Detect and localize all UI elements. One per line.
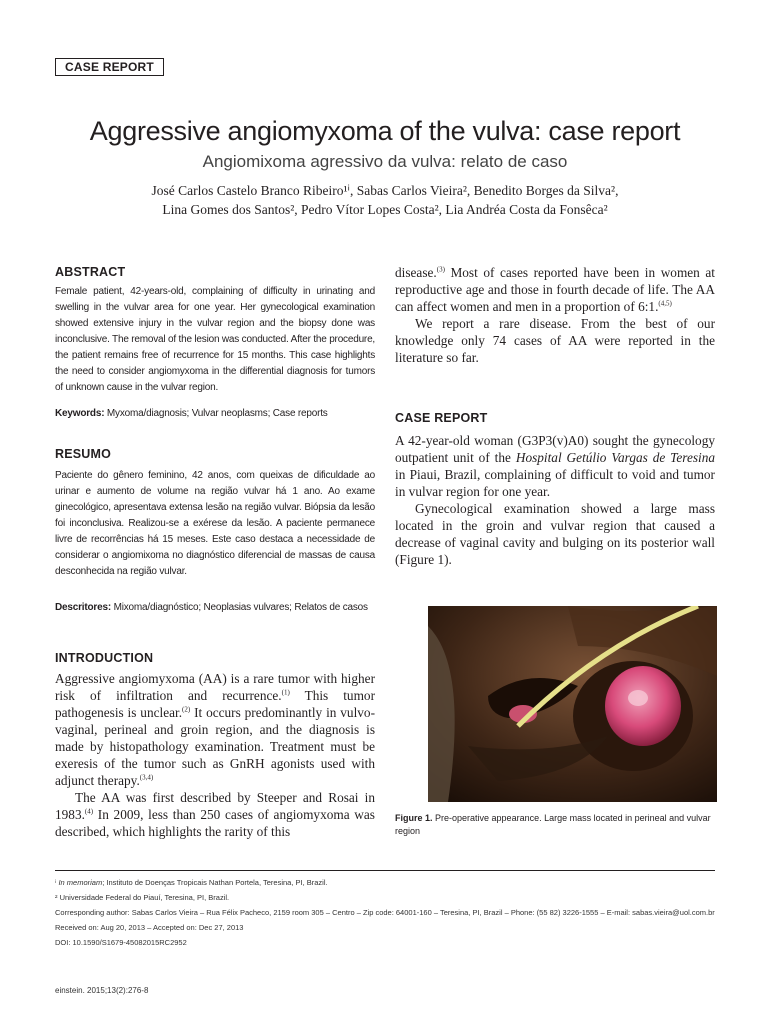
article-title: Aggressive angiomyxoma of the vulva: case report [89,116,681,146]
article-subtitle: Angiomixoma agressivo da vulva: relato de caso [202,152,568,171]
case-report-section [395,410,715,568]
keywords [55,406,375,422]
introduction-paragraph-3: disease.$^{(3)}$ Most of cases reported have been in women at reproductive age and those in fourth decade of life. The AA can affect women and men in a proportion of 6:1.$^{(4,5)}$ [395,265,715,314]
introduction-paragraph-4: We report a rare disease. From the best of our knowledge only 74 cases of AA were reported in the literature so far. [395,316,715,365]
footnote-divider [55,870,715,871]
introduction-heading: INTRODUCTION [55,651,154,665]
footnote-1: ⁱ In memoriam; Instituto de Doenças Tropicais Nathan Portela, Teresina, PI, Brazil. [55,878,328,887]
case-report-paragraph-1: A 42-year-old woman (G3P3(v)A0) sought the gynecology outpatient unit of the Hospital Getúlio Vargas de Teresina in Piaui, Brazil, complaining of difficult to void and tumor in vulvar region for one year. [395,433,716,499]
resumo-section [55,446,375,616]
figure-label: Figure 1. [395,813,433,823]
abstract-heading: ABSTRACT [55,265,126,279]
figure-1-caption [395,812,715,838]
resumo-text: Paciente do gênero feminino, 42 anos, com queixas de dificuldade ao urinar e aumento de volume na região vulvar há 1 ano. Ao exame ginecológico, apresentava extensa lesão na região vulvar. Biópsia da lesão foi inconclusiva. Realizou-se a exérese da lesão. A paciente permanece livre de recorrências há 15 meses. Este caso destaca a necessidade de considerar o angiomixoma no diagnóstico diferencial de massas de causa desconhecida na região vulvar. [55,470,375,577]
descritores [55,600,375,616]
resumo-heading: RESUMO [55,447,112,461]
author-list [0,181,770,219]
case-report-heading: CASE REPORT [395,411,488,425]
keywords-value: Myxoma/diagnosis; Vulvar neoplasms; Case reports [106,408,328,419]
corresponding-author: Corresponding author: Sabas Carlos Vieira – Rua Félix Pacheco, 2159 room 305 – Centro – Zip code: 64001-160 – Teresina, PI, Brazil – Phone: (55 82) 3226-1555 – E-mail: sabas.vieira@uol.com.br [55,908,715,917]
abstract-section [55,264,375,422]
descritores-label: Descritores: [55,602,111,613]
clinical-photo-illustration [428,606,717,802]
article-type-badge: CASE REPORT [55,58,164,76]
received-dates: Received on: Aug 20, 2013 – Accepted on: Dec 27, 2013 [55,923,244,932]
doi: DOI: 10.1590/S1679-45082015RC2952 [55,938,187,947]
keywords-label: Keywords: [55,408,105,419]
introduction-continued [395,264,715,366]
footnotes [55,875,715,950]
descritores-value: Mixoma/diagnóstico; Neoplasias vulvares; Relatos de casos [113,602,368,613]
introduction-paragraph-1: Aggressive angiomyxoma (AA) is a rare tumor with higher risk of infiltration and recurrence.$^{(1)}$ This tumor pathogenesis is unclear.$^{(2)}$ It occurs predominantly in vulvo-vaginal, perineal and groin region, and the diagnosis is made by histopathology examination. Treatment must be exeresis of the tumor such as GnRH agonists used with adjunct therapy.$^{(3,4)}$ [55,671,376,788]
abstract-text: Female patient, 42-years-old, complaining of difficulty in urinating and swelling in the vulvar area for one year. Her gynecological examination showed extensive injury in the vulvar region and the biopsy done was inconclusive. The removal of the lesion was conducted. After the procedure, the patient remains free of recurrence for 15 months. This case highlights the need to consider angiomyxoma in the differential diagnosis for tumors of unknown cause in the vulvar region. [55,286,376,393]
figure-1-photo [428,606,717,802]
introduction-paragraph-2: The AA was first described by Steeper and Rosai in 1983.$^{(4)}$ In 2009, less than 250 cases of angiomyxoma was described, which highlights the rarity of this [55,790,375,839]
case-report-paragraph-2: Gynecological examination showed a large mass located in the groin and vulvar region that caused a decrease of vaginal cavity and bulging on its posterior wall (Figure 1). [395,501,715,567]
journal-citation: einstein. 2015;13(2):276-8 [55,986,149,995]
figure-caption-text: Pre-operative appearance. Large mass located in perineal and vulvar region [395,813,711,836]
author-line-1: José Carlos Castelo Branco Ribeiro¹ⁱ, Sabas Carlos Vieira², Benedito Borges da Silva², [151,183,619,198]
introduction-section [55,650,375,840]
author-line-2: Lina Gomes dos Santos², Pedro Vítor Lopes Costa², Lia Andréa Costa da Fonsêca² [162,202,608,217]
footnote-2: ² Universidade Federal do Piauí, Teresina, PI, Brazil. [55,893,230,902]
